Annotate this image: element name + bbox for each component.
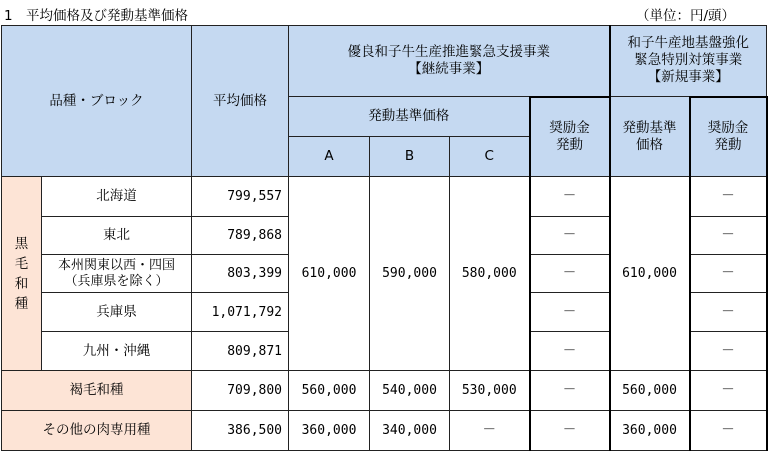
trigger-c-value: 530,000 [450, 371, 530, 411]
header-incentive [530, 97, 610, 177]
avg-price-value: 799,557 [192, 177, 289, 217]
incentive2-value: － [690, 255, 767, 293]
unit-note: （単位：円/頭） [636, 8, 736, 24]
header-incentive2-line1: 奨励金 [707, 119, 749, 136]
block-name: 九州・沖縄 [42, 332, 192, 371]
header-project2-line1: 和子牛産地基盤強化 [627, 35, 750, 52]
group-label-char: 黒 [14, 235, 29, 252]
incentive-value: － [530, 332, 610, 371]
trigger2-value: 610,000 [610, 177, 690, 371]
group-label-char: 毛 [14, 255, 29, 272]
breed-label-akage: 褐毛和種 [2, 371, 192, 411]
header-incentive-line1: 奨励金 [549, 119, 590, 136]
header-project1-status: 【継続事業】 [408, 60, 490, 77]
avg-price-value: 386,500 [192, 411, 289, 451]
avg-price-value: 789,868 [192, 217, 289, 255]
incentive-value: － [530, 217, 610, 255]
header-col-a: A [289, 137, 370, 177]
breed-label-other: その他の肉専用種 [2, 411, 192, 451]
avg-price-value: 1,071,792 [192, 293, 289, 332]
block-name [42, 255, 192, 293]
trigger-b-value: 540,000 [370, 371, 450, 411]
title-text: 平均価格及び発動基準価格 [26, 8, 188, 24]
incentive2-value: － [690, 332, 767, 371]
group-label-char: 和 [14, 275, 29, 292]
trigger-c-value: － [450, 411, 530, 451]
trigger-a-value: 560,000 [289, 371, 370, 411]
block-name-line1: 本州関東以西・四国 [58, 257, 176, 273]
header-project1-name: 優良和子牛生産推進緊急支援事業 [347, 43, 551, 60]
trigger-b-value: 340,000 [370, 411, 450, 451]
block-name: 東北 [42, 217, 192, 255]
avg-price-value: 809,871 [192, 332, 289, 371]
trigger2-value: 360,000 [610, 411, 690, 451]
header-incentive-line2: 発動 [556, 136, 584, 153]
table-row [2, 177, 767, 217]
incentive-value: － [530, 293, 610, 332]
block-name-line2: （兵庫県を除く） [64, 273, 169, 289]
incentive-value: － [530, 371, 610, 411]
avg-price-value: 803,399 [192, 255, 289, 293]
header-trigger-price2 [610, 97, 690, 177]
group-label-char: 種 [14, 295, 29, 312]
header-trigger-price2-line2: 価格 [636, 136, 664, 153]
trigger-b-value: 590,000 [370, 177, 450, 371]
header-avg-price: 平均価格 [192, 26, 289, 177]
incentive2-value: － [690, 217, 767, 255]
incentive2-value: － [690, 177, 767, 217]
incentive2-value: － [690, 371, 767, 411]
trigger-a-value: 360,000 [289, 411, 370, 451]
trigger-a-value: 610,000 [289, 177, 370, 371]
header-project2-status: 【新規事業】 [647, 69, 729, 86]
table-row [2, 371, 767, 411]
block-name: 北海道 [42, 177, 192, 217]
header-project2-line2: 緊急特別対策事業 [634, 52, 743, 69]
incentive-value: － [530, 255, 610, 293]
incentive2-value: － [690, 293, 767, 332]
table-row [2, 411, 767, 451]
header-project1 [289, 26, 610, 97]
incentive-value: － [530, 177, 610, 217]
trigger2-value: 560,000 [610, 371, 690, 411]
price-table [1, 25, 768, 451]
header-incentive2 [690, 97, 767, 177]
header-breed-block: 品種・ブロック [2, 26, 192, 177]
header-col-b: B [370, 137, 450, 177]
header-trigger-price: 発動基準価格 [289, 97, 530, 137]
header-trigger-price2-line1: 発動基準 [622, 119, 677, 136]
header-project2 [610, 26, 767, 97]
avg-price-value: 709,800 [192, 371, 289, 411]
header-col-c: C [450, 137, 530, 177]
trigger-c-value: 580,000 [450, 177, 530, 371]
group-label-kuroge [2, 177, 42, 371]
incentive-value: － [530, 411, 610, 451]
header-incentive2-line2: 発動 [714, 136, 742, 153]
document-title [4, 4, 188, 24]
incentive2-value: － [690, 411, 767, 451]
block-name: 兵庫県 [42, 293, 192, 332]
title-number: 1 [4, 8, 13, 24]
